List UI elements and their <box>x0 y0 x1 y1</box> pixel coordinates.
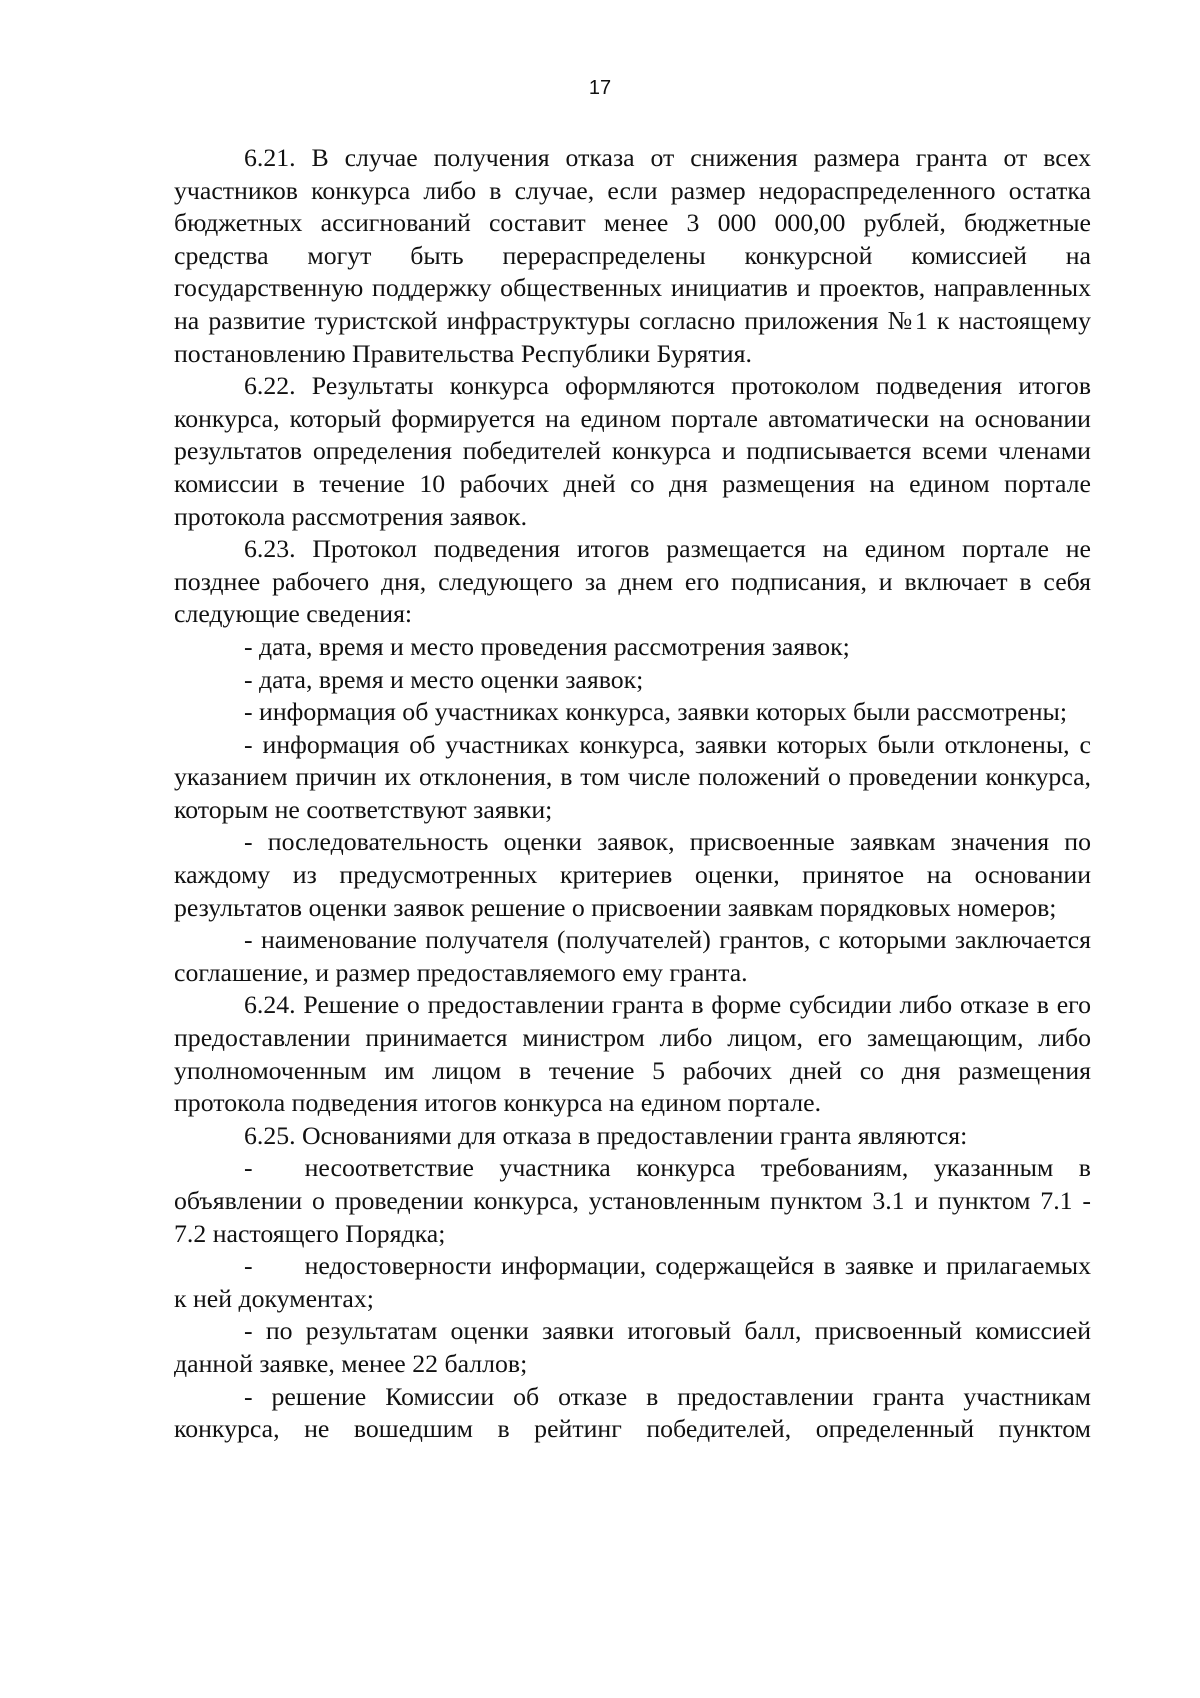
list-item-noncompliance-text: несоответствие участника конкурса требованиям, указанным в объявлении о проведении конкурса, установленным пунктом 3.1 и пунктом 7.1 - 7.2 настоящего Порядка; <box>174 1153 1091 1248</box>
paragraph-6-25: 6.25. Основаниями для отказа в предоставлении гранта являются: <box>244 1120 968 1150</box>
list-item-rejected-participants: - информация об участниках конкурса, заявки которых были отклонены, с указанием причин их отклонения, в том числе положений о проведении конкурса, которым не соответствуют заявки; <box>174 729 1091 824</box>
list-item-evaluation-date: - дата, время и место оценки заявок; <box>244 664 644 694</box>
document-body <box>174 142 1091 1446</box>
paragraph-6-24: 6.24. Решение о предоставлении гранта в форме субсидии либо отказе в его предоставлении принимается министром либо лицом, его замещающим, либо уполномоченным им лицом в течение 5 рабочих дней со дня размещения протокола подведения итогов конкурса на едином портале. <box>174 990 1091 1118</box>
list-item-unreliable-info-text: недостоверности информации, содержащейся в заявке и прилагаемых к ней документах; <box>174 1251 1091 1313</box>
paragraph-6-22: 6.22. Результаты конкурса оформляются протоколом подведения итогов конкурса, который формируется на едином портале автоматически на основании результатов определения победителей конкурса и подписывается всеми членами комиссии в течение 10 рабочих дней со дня размещения на едином портале протокола рассмотрения заявок. <box>174 371 1091 531</box>
list-item-commission-decision: - решение Комиссии об отказе в предоставлении гранта участникам конкурса, не вошедшим в рейтинг победителей, определенный пунктом <box>174 1381 1091 1444</box>
list-item-reviewed-participants: - информация об участниках конкурса, заявки которых были рассмотрены; <box>244 697 1067 727</box>
list-item-review-date: - дата, время и место проведения рассмотрения заявок; <box>244 631 850 661</box>
list-item-unreliable-info <box>174 1250 1091 1315</box>
list-item-grant-recipients: - наименование получателя (получателей) грантов, с которыми заключается соглашение, и размер предоставляемого ему гранта. <box>174 925 1091 987</box>
paragraph-6-21: 6.21. В случае получения отказа от снижения размера гранта от всех участников конкурса либо в случае, если размер недораспределенного остатка бюджетных ассигнований составит менее 3 000 000,00 рублей, бюджетные средства могут быть перераспределены конкурсной комиссией на государственную поддержку общественных инициатив и проектов, направленных на развитие туристской инфраструктуры согласно приложения №1 к настоящему постановлению Правительства Республики Бурятия. <box>174 143 1091 368</box>
page-number: 17 <box>588 77 612 99</box>
list-item-evaluation-sequence: - последовательность оценки заявок, присвоенные заявкам значения по каждому из предусмотренных критериев оценки, принятое на основании результатов оценки заявок решение о присвоении заявкам порядковых номеров; <box>174 827 1091 922</box>
paragraph-6-23: 6.23. Протокол подведения итогов размещается на едином портале не позднее рабочего дня, следующего за днем его подписания, и включает в себя следующие сведения: <box>174 534 1091 629</box>
list-item-noncompliance <box>174 1152 1091 1250</box>
list-item-low-score: - по результатам оценки заявки итоговый балл, присвоенный комиссией данной заявке, менее 22 баллов; <box>174 1316 1091 1378</box>
list-dash: - <box>244 1153 253 1183</box>
list-dash: - <box>244 1251 253 1281</box>
